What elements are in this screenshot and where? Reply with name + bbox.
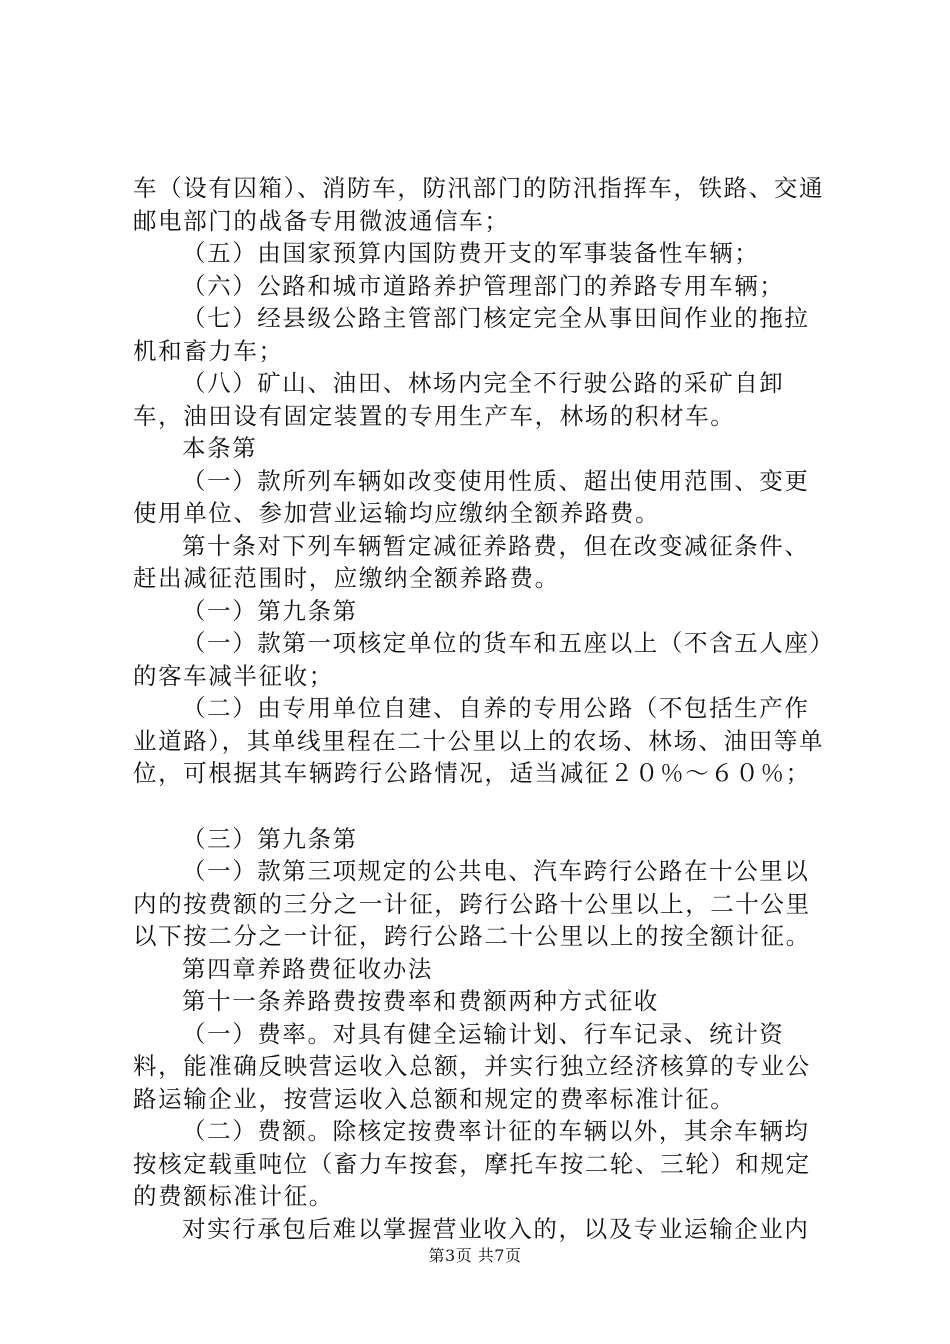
paragraph-17: （二）费额。除核定按费率计征的车辆以外，其余车辆均按核定载重吨位（畜力车按套，摩托车按二轮、三轮）和规定的费额标准计征。 — [133, 1117, 811, 1210]
paragraph-5: （八）矿山、油田、林场内完全不行驶公路的采矿自卸车，油田设有固定装置的专用生产车，林场的积材车。 — [133, 369, 785, 430]
paragraph-13: （一）款第三项规定的公共电、汽车跨行公路在十公里以内的按费额的三分之一计征，跨行公路十公里以上，二十公里以下按二分之一计征，跨行公路二十公里以上的按全额计征。 — [133, 857, 811, 950]
paragraph-10: （一）款第一项核定单位的货车和五座以上（不含五人座）的客车减半征收； — [133, 629, 823, 690]
paragraph-1: 车（设有囚箱）、消防车，防汛部门的防汛指挥车，铁路、交通邮电部门的战备专用微波通信车； — [133, 174, 825, 235]
paragraph-6: 本条第 — [182, 434, 258, 462]
document-body — [133, 172, 833, 1245]
page-number-footer: 第3页 共7页 — [428, 1246, 522, 1265]
paragraph-9: （一）第九条第 — [182, 596, 358, 625]
paragraph-11: （二）由专用单位自建、自养的专用公路（不包括生产作业道路），其单线里程在二十公里以上的农场、林场、油田等单位，可根据其车辆跨行公路情况，适当减征２０％～６０％； — [133, 694, 825, 787]
paragraph-4: （七）经县级公路主管部门核定完全从事田间作业的拖拉机和畜力车； — [133, 304, 810, 365]
paragraph-14: 第四章养路费征收办法 — [182, 954, 433, 983]
paragraph-2: （五）由国家预算内国防费开支的军事装备性车辆； — [182, 239, 760, 267]
paragraph-3: （六）公路和城市道路养护管理部门的养路专用车辆； — [182, 271, 785, 300]
paragraph-12: （三）第九条第 — [182, 824, 358, 853]
paragraph-15: 第十一条养路费按费率和费额两种方式征收 — [182, 987, 659, 1015]
paragraph-18: 对实行承包后难以掌握营业收入的，以及专业运输企业内 — [182, 1214, 810, 1243]
paragraph-7: （一）款所列车辆如改变使用性质、超出使用范围、变更使用单位、参加营业运输均应缴纳全额养路费。 — [133, 466, 810, 527]
paragraph-8: 第十条对下列车辆暂定减征养路费，但在改变减征条件、赶出减征范围时，应缴纳全额养路费。 — [133, 531, 810, 592]
paragraph-16: （一）费率。对具有健全运输计划、行车记录、统计资料，能准确反映营运收入总额，并实行独立经济核算的专业公路运输企业，按营运收入总额和规定的费率标准计征。 — [133, 1019, 811, 1113]
